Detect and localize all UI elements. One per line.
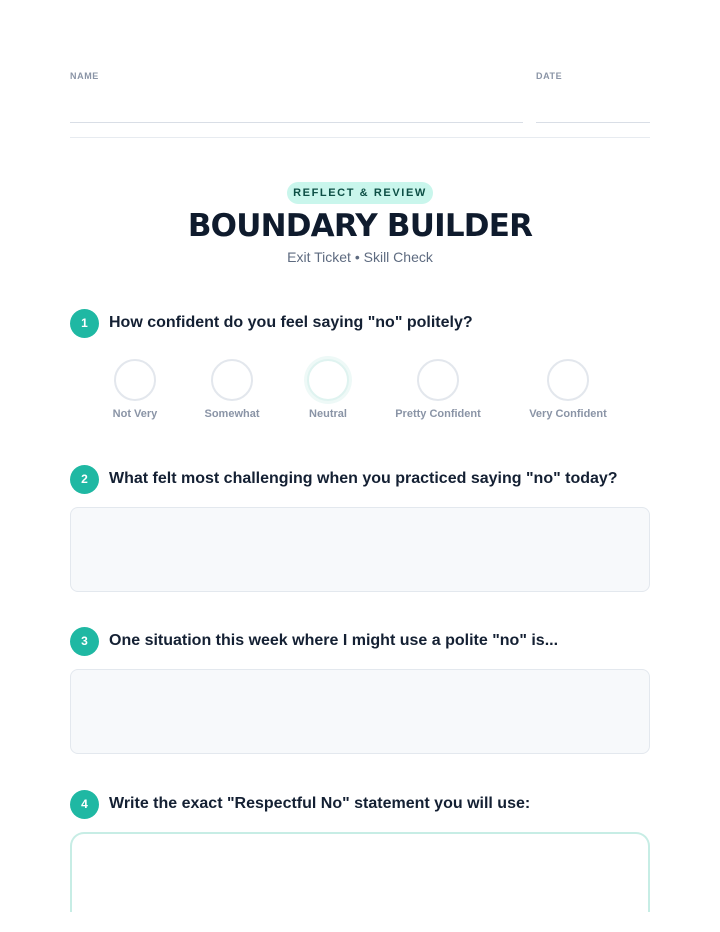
scale-label: Neutral bbox=[309, 408, 347, 420]
question-3 bbox=[70, 626, 558, 656]
scale-radio[interactable] bbox=[417, 359, 459, 401]
question-text: Write the exact "Respectful No" statement you will use: bbox=[109, 795, 531, 812]
question-4 bbox=[70, 789, 530, 819]
question-number-badge: 1 bbox=[70, 309, 99, 338]
question-1 bbox=[70, 308, 473, 338]
student-info-header bbox=[70, 71, 650, 123]
question-number-badge: 3 bbox=[70, 627, 99, 656]
question-2 bbox=[70, 464, 618, 494]
section-badge: REFLECT & REVIEW bbox=[287, 182, 433, 204]
scale-label: Somewhat bbox=[204, 408, 260, 420]
scale-radio[interactable] bbox=[114, 359, 156, 401]
page-subtitle: Exit Ticket • Skill Check bbox=[287, 249, 433, 265]
question-text: One situation this week where I might use a polite "no" is... bbox=[109, 632, 559, 649]
scale-label: Pretty Confident bbox=[395, 408, 481, 420]
name-label: NAME bbox=[70, 71, 99, 81]
scale-radio[interactable] bbox=[211, 359, 253, 401]
question-text: How confident do you feel saying "no" politely? bbox=[109, 314, 473, 331]
page-title: BOUNDARY BUILDER bbox=[187, 208, 533, 244]
question-number-badge: 2 bbox=[70, 465, 99, 494]
header-divider bbox=[70, 137, 650, 138]
answer-box-2[interactable] bbox=[70, 507, 650, 592]
scale-option-pretty-confident[interactable] bbox=[378, 359, 498, 429]
name-field bbox=[70, 71, 523, 123]
scale-radio[interactable] bbox=[547, 359, 589, 401]
answer-box-4[interactable] bbox=[70, 832, 650, 912]
scale-option-neutral[interactable] bbox=[268, 359, 388, 429]
date-input[interactable] bbox=[536, 97, 650, 123]
scale-label: Not Very bbox=[112, 408, 158, 420]
scale-label: Very Confident bbox=[529, 408, 607, 420]
date-field bbox=[536, 71, 650, 123]
scale-option-very-confident[interactable] bbox=[508, 359, 628, 429]
name-input[interactable] bbox=[70, 97, 523, 123]
answer-box-3[interactable] bbox=[70, 669, 650, 754]
question-number-badge: 4 bbox=[70, 790, 99, 819]
date-label: DATE bbox=[536, 71, 563, 81]
scale-radio[interactable] bbox=[307, 359, 349, 401]
question-text: What felt most challenging when you practiced saying "no" today? bbox=[109, 470, 618, 487]
